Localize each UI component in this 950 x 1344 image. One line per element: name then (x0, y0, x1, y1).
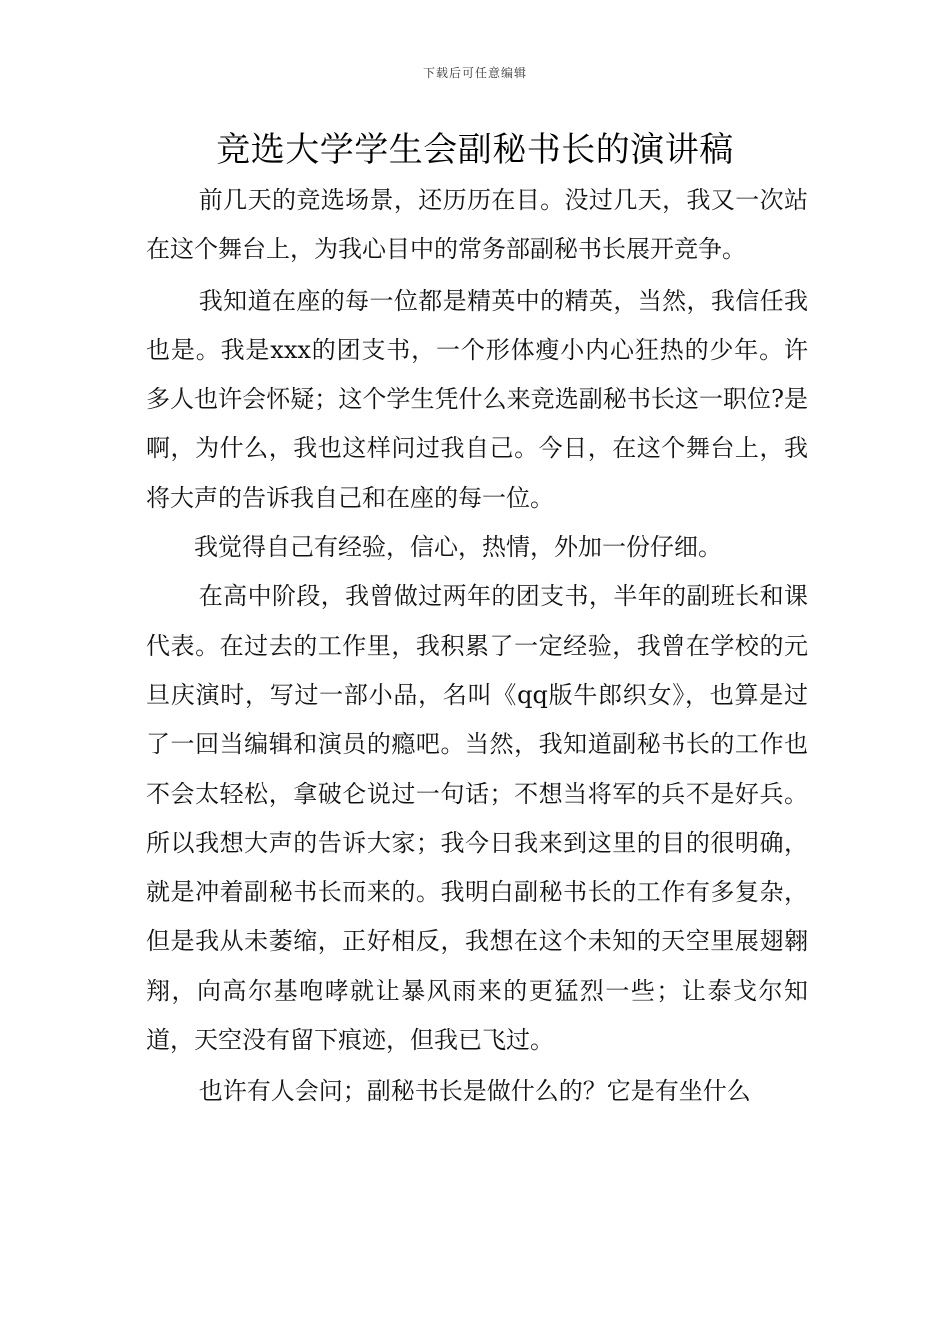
paragraph-3: 我觉得自己有经验，信心，热情，外加一份仔细。 (194, 533, 722, 562)
paragraph-2: 我知道在座的每一位都是精英中的精英，当然，我信任我也是。我是xxx的团支书，一个形体瘦小内心狂热的少年。许多人也许会怀疑；这个学生凭什么来竞选副秘书长这一职位?是啊，为什么，我也这样问过我自己。今日，在这个舞台上，我将大声的告诉我自己和在座的每一位。 (146, 286, 808, 512)
paragraph-1: 前几天的竞选场景，还历历在目。没过几天，我又一次站在这个舞台上，为我心目中的常务部副秘书长展开竞争。 (146, 186, 808, 264)
paragraph-5: 也许有人会问；副秘书长是做什么的？它是有坐什么 (198, 1077, 751, 1106)
document-body (146, 176, 808, 1117)
paragraph-4: 在高中阶段，我曾做过两年的团支书，半年的副班长和课代表。在过去的工作里，我积累了一定经验，我曾在学校的元旦庆演时，写过一部小品，名叫《qq版牛郎织女》，也算是过了一回当编辑和演员的瘾吧。当然，我知道副秘书长的工作也不会太轻松，拿破仑说过一句话；不想当将军的兵不是好兵。所以我想大声的告诉大家；我今日我来到这里的目的很明确，就是冲着副秘书长而来的。我明白副秘书长的工作有多复杂，但是我从未萎缩，正好相反，我想在这个未知的天空里展翅翱翔，向高尔基咆哮就让暴风雨来的更猛烈一些；让泰戈尔知道，天空没有留下痕迹，但我已飞过。 (146, 582, 808, 1055)
header-note: 下载后可任意编辑 (422, 66, 527, 80)
document-title: 竞选大学学生会副秘书长的演讲稿 (216, 130, 734, 170)
